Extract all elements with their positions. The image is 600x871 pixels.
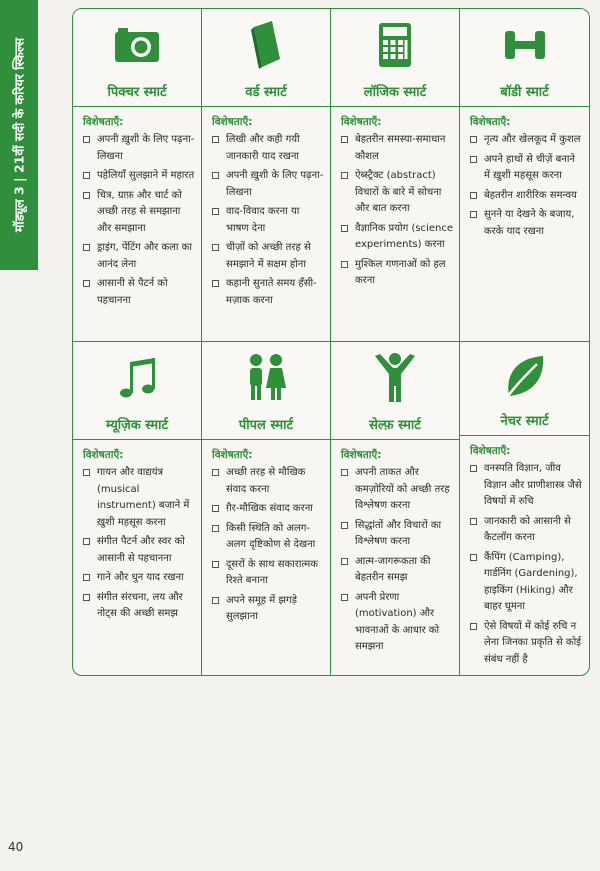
cell-title: बॉडी स्मार्ट — [500, 85, 549, 100]
list-item: ऐब्स्ट्रैक्ट (abstract) विचारों के बारे में सोचना और बात करना — [341, 168, 453, 218]
list-item: अपनी ख़ुशी के लिए पढ़ना-लिखना — [83, 132, 195, 165]
features-label: विशेषताएँ: — [212, 449, 253, 461]
list-item: अपनी प्रेरणा (motivation) और भावनाओं के आधार को समझना — [341, 590, 453, 656]
list-item: नृत्य और खेलकूद में कुशल — [470, 132, 583, 149]
list-item: कहानी सुनाते समय हँसी-मज़ाक करना — [212, 276, 324, 309]
cell-title: वर्ड स्मार्ट — [245, 85, 287, 100]
list-item: सिद्धांतों और विचारों का विश्लेषण करना — [341, 518, 453, 551]
features-label: विशेषताएँ: — [83, 116, 124, 128]
list-item: ग़ैर-मौखिक संवाद करना — [212, 501, 324, 518]
features-label: विशेषताएँ: — [341, 116, 382, 128]
cell-self-smart — [331, 342, 460, 675]
cell-picture-smart — [73, 9, 202, 342]
list-item: किसी स्थिति को अलग-अलग दृष्टिकोण से देखना — [212, 521, 324, 554]
multiple-intelligences-grid — [72, 8, 590, 676]
features-label: विशेषताएँ: — [83, 449, 124, 461]
list-item: अच्छी तरह से मौखिक संवाद करना — [212, 465, 324, 498]
list-item: संगीत संरचना, लय और नोट्स की अच्छी समझ — [83, 590, 195, 623]
list-item: पहेलियाँ सुलझाने में महारत — [83, 168, 195, 185]
module-side-tab — [0, 0, 38, 270]
person-arms-up-icon — [367, 350, 423, 406]
page-number: 40 — [8, 840, 24, 854]
cell-people-smart — [202, 342, 331, 675]
features-label: विशेषताएँ: — [341, 449, 382, 461]
cell-word-smart — [202, 9, 331, 342]
list-item: चित्र, ग्राफ़ और चार्ट को अच्छी तरह से समझाना और समझाना — [83, 188, 195, 238]
cell-title: नेचर स्मार्ट — [500, 414, 549, 429]
camera-icon — [109, 17, 165, 73]
list-item: जानकारी को आसानी से कैटलॉग करना — [470, 514, 583, 547]
list-item: आसानी से पैटर्न को पहचानना — [83, 276, 195, 309]
list-item: अपने समूह में झगड़े सुलझाना — [212, 593, 324, 626]
cell-title: पीपल स्मार्ट — [238, 418, 294, 433]
list-item: मुश्किल गणनाओं को हल करना — [341, 257, 453, 290]
cell-title: लॉजिक स्मार्ट — [363, 85, 427, 100]
dumbbell-icon — [497, 17, 553, 73]
list-item: ऐसे विषयों में कोई रुचि न लेना जिनका प्रकृति से कोई संबंध नहीं है — [470, 619, 583, 669]
cell-nature-smart — [460, 342, 589, 675]
list-item: वनस्पति विज्ञान, जीव विज्ञान और प्राणीशास्त्र जैसे विषयों में रुचि — [470, 461, 583, 511]
people-icon — [238, 350, 294, 406]
leaf-icon — [497, 350, 553, 406]
features-label: विशेषताएँ: — [470, 445, 511, 457]
list-item: लिखी और कही गयी जानकारी याद रखना — [212, 132, 324, 165]
list-item: गाने और धुन याद रखना — [83, 570, 195, 587]
list-item: अपने हाथों से चीज़ें बनाने में ख़ुशी महसूस करना — [470, 152, 583, 185]
list-item: सुनने या देखने के बजाय, करके याद रखना — [470, 207, 583, 240]
list-item: बेहतरीन समस्या-समाधान कौशल — [341, 132, 453, 165]
book-icon — [238, 17, 294, 73]
calculator-icon — [367, 17, 423, 73]
list-item: वैज्ञानिक प्रयोग (science experiments) करना — [341, 221, 453, 254]
list-item: संगीत पैटर्न और स्वर को आसानी से पहचानना — [83, 534, 195, 567]
cell-title: सेल्फ़ स्मार्ट — [369, 418, 421, 433]
list-item: कैंपिंग (Camping), गार्डनिंग (Gardening), हाइकिंग (Hiking) और बाहर घूमना — [470, 550, 583, 616]
list-item: अपनी ताकत और कमज़ोरियों को अच्छी तरह विश्लेषण करना — [341, 465, 453, 515]
module-title: मॉड्यूल 3 | 21वीं सदी के करियर स्किल्स — [11, 37, 27, 233]
music-note-icon — [109, 350, 165, 406]
cell-music-smart — [73, 342, 202, 675]
cell-title: म्यूज़िक स्मार्ट — [105, 418, 169, 433]
list-item: अपनी ख़ुशी के लिए पढ़ना-लिखना — [212, 168, 324, 201]
list-item: वाद-विवाद करना या भाषण देना — [212, 204, 324, 237]
list-item: दूसरों के साथ सकारात्मक रिश्ते बनाना — [212, 557, 324, 590]
list-item: आत्म-जागरूकता की बेहतरीन समझ — [341, 554, 453, 587]
cell-logic-smart — [331, 9, 460, 342]
list-item: ड्राइंग, पेंटिंग और कला का आनंद लेना — [83, 240, 195, 273]
features-label: विशेषताएँ: — [470, 116, 511, 128]
features-label: विशेषताएँ: — [212, 116, 253, 128]
cell-title: पिक्चर स्मार्ट — [107, 85, 167, 100]
cell-body-smart — [460, 9, 589, 342]
list-item: चीज़ों को अच्छी तरह से समझाने में सक्षम होना — [212, 240, 324, 273]
list-item: गायन और वाद्ययंत्र (musical instrument) बजाने में ख़ुशी महसूस करना — [83, 465, 195, 531]
list-item: बेहतरीन शारीरिक समन्वय — [470, 188, 583, 205]
